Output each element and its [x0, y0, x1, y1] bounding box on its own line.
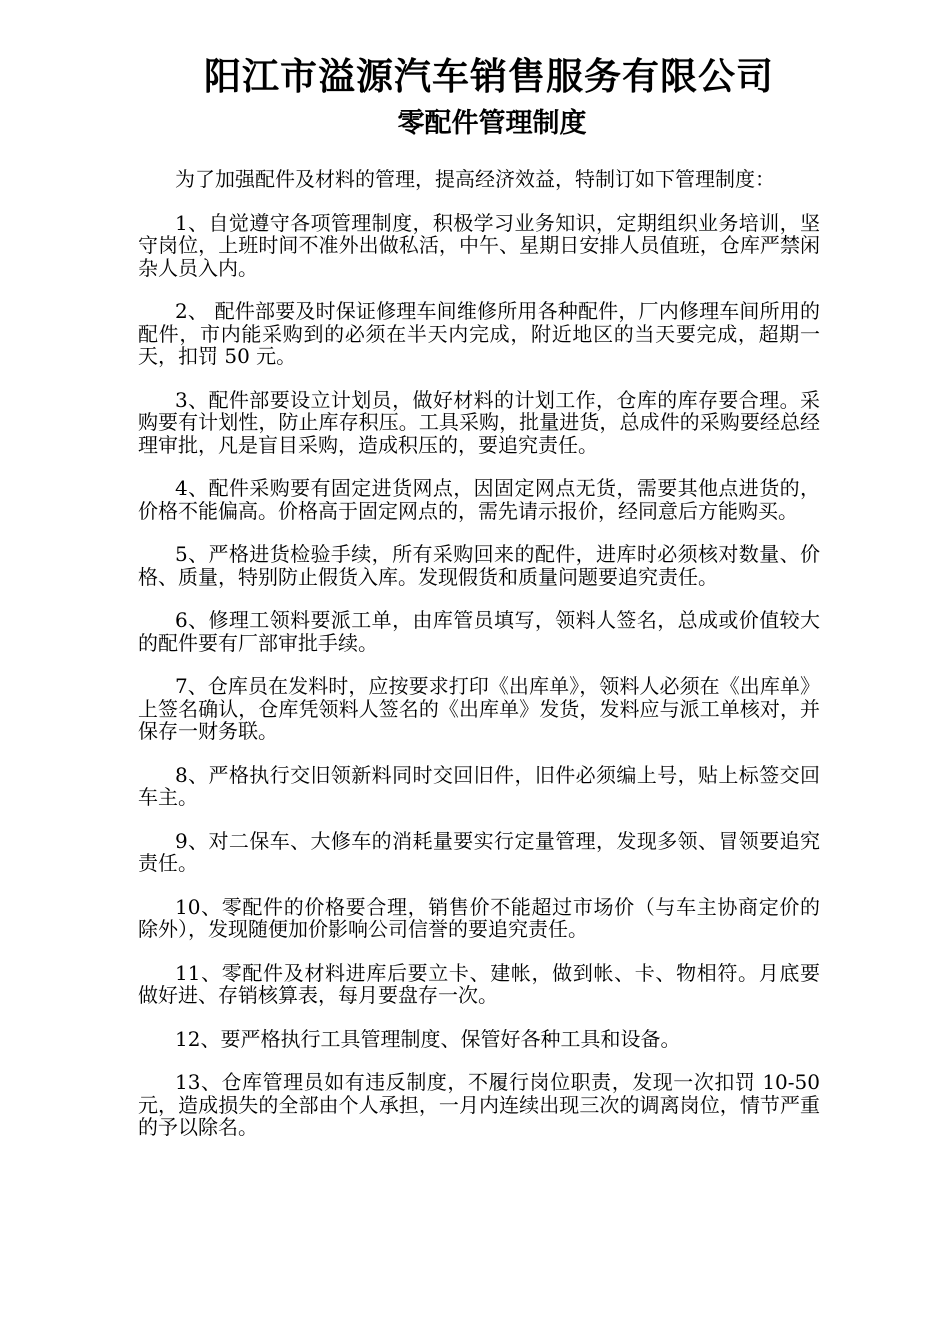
- rule-paragraph: 9、对二保车、大修车的消耗量要实行定量管理，发现多领、冒领要追究责任。: [138, 828, 820, 875]
- rule-paragraph: 12、要严格执行工具管理制度、保管好各种工具和设备。: [175, 1026, 681, 1051]
- rule-paragraph: 1、自觉遵守各项管理制度，积极学习业务知识，定期组织业务培训，坚守岗位，上班时间不准外出做私活，中午、星期日安排人员值班，仓库严禁闲杂人员入内。: [138, 210, 820, 280]
- rule-paragraph: 11、零配件及材料进库后要立卡、建帐，做到帐、卡、物相符。月底要做好进、存销核算表，每月要盘存一次。: [138, 960, 820, 1007]
- rule-paragraph: 5、严格进货检验手续，所有采购回来的配件，进库时必须核对数量、价格、质量，特别防止假货入库。发现假货和质量问题要追究责任。: [138, 542, 820, 589]
- rule-paragraph: 8、严格执行交旧领新料同时交回旧件，旧件必须编上号，贴上标签交回车主。: [138, 762, 820, 809]
- rule-paragraph: 7、仓库员在发料时，应按要求打印《出库单》，领料人必须在《出库单》上签名确认，仓库凭领料人签名的《出库单》发货，发料应与派工单核对，并保存一财务联。: [138, 674, 820, 743]
- company-title: 阳江市溢源汽车销售服务有限公司: [204, 55, 774, 98]
- rule-paragraph: 3、配件部要设立计划员，做好材料的计划工作，仓库的库存要合理。采购要有计划性，防止库存积压。工具采购，批量进货，总成件的采购要经总经理审批，凡是盲目采购，造成积压的，要追究责任。: [138, 387, 820, 457]
- rule-paragraph: 2、 配件部要及时保证修理车间维修所用各种配件，厂内修理车间所用的配件，市内能采购到的必须在半天内完成，附近地区的当天要完成，超期一天，扣罚 50 元。: [138, 299, 820, 368]
- document-body: [138, 168, 820, 1139]
- intro-paragraph: 为了加强配件及材料的管理，提高经济效益，特制订如下管理制度：: [175, 167, 775, 191]
- rule-paragraph: 6、修理工领料要派工单，由库管员填写，领料人签名，总成或价值较大的配件要有厂部审批手续。: [138, 608, 820, 655]
- rule-paragraph: 4、配件采购要有固定进货网点，因固定网点无货，需要其他点进货的，价格不能偏高。价格高于固定网点的，需先请示报价，经同意后方能购买。: [138, 476, 820, 523]
- document-subtitle: 零配件管理制度: [397, 108, 587, 139]
- rule-paragraph: 13、仓库管理员如有违反制度，不履行岗位职责，发现一次扣罚 10-50 元，造成损失的全部由个人承担，一月内连续出现三次的调离岗位，情节严重的予以除名。: [138, 1070, 820, 1139]
- rule-paragraph: 10、零配件的价格要合理，销售价不能超过市场价（与车主协商定价的除外），发现随便加价影响公司信誉的要追究责任。: [138, 894, 820, 941]
